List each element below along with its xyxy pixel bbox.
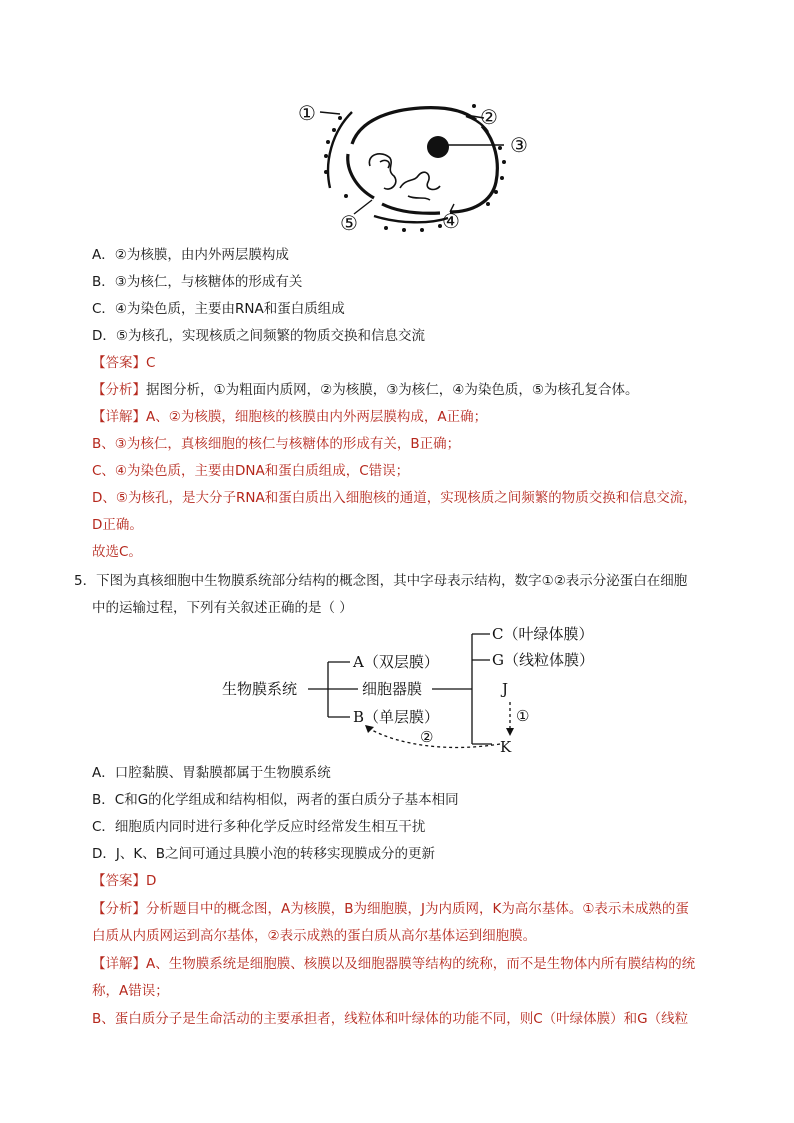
q4-option-d: D．⑤为核孔，实现核质之间频繁的物质交换和信息交流 (92, 328, 425, 344)
diagram-step-2: ② (420, 728, 434, 746)
q5-option-b: B．C和G的化学组成和结构相似，两者的蛋白质分子基本相同 (92, 792, 459, 808)
q4-analysis (92, 380, 639, 400)
q4-detail-line: D、⑤为核孔，是大分子RNA和蛋白质出入细胞核的通道，实现核质之间频繁的物质交换和信息交流， (92, 490, 697, 506)
q5-answer (92, 871, 156, 891)
q5-stem-cont: 中的运输过程，下列有关叙述正确的是（ ） (92, 600, 353, 616)
q5-option-d: D．J、K、B之间可通过具膜小泡的转移实现膜成分的更新 (92, 846, 435, 862)
q5-detail-line: B、蛋白质分子是生命活动的主要承担者，线粒体和叶绿体的功能不同，则C（叶绿体膜）和G（线粒 (92, 1011, 689, 1027)
detail-tag: 【详解】 (92, 956, 146, 972)
label-4: ④ (442, 209, 460, 233)
answer-text: D (146, 873, 157, 889)
q4-conclusion: 故选C。 (92, 544, 142, 560)
label-5: ⑤ (340, 211, 358, 235)
q5-detail-line: 称，A错误； (92, 983, 169, 999)
detail-tag: 【详解】 (92, 409, 146, 425)
diagram-mid: 细胞器膜 (362, 680, 423, 698)
diagram-g: G（线粒体膜） (492, 651, 594, 669)
answer-tag: 【答案】 (92, 873, 146, 889)
q5-analysis-line: 白质从内质网运到高尔基体，②表示成熟的蛋白质从高尔基体运到细胞膜。 (92, 928, 537, 944)
concept-diagram (210, 624, 610, 756)
q4-detail-line: C、④为染色质，主要由DNA和蛋白质组成，C错误； (92, 463, 410, 479)
label-1: ① (298, 101, 316, 125)
detail-line: A、生物膜系统是细胞膜、核膜以及细胞器膜等结构的统称，而不是生物体内所有膜结构的统 (146, 956, 696, 972)
q4-detail-line: B、③为核仁，真核细胞的核仁与核糖体的形成有关，B正确； (92, 436, 461, 452)
diagram-c: C（叶绿体膜） (492, 625, 594, 643)
diagram-j: J (502, 680, 509, 698)
diagram-root: 生物膜系统 (222, 680, 298, 698)
nucleolus (427, 136, 449, 158)
q5-detail (92, 954, 695, 974)
diagram-a: A（双层膜） (353, 653, 439, 671)
diagram-b: B（单层膜） (353, 708, 440, 726)
q5-analysis (92, 899, 689, 919)
analysis-tag: 【分析】 (92, 901, 146, 917)
q4-option-a: A．②为核膜，由内外两层膜构成 (92, 247, 289, 263)
q4-detail (92, 407, 487, 427)
nucleus-figure (290, 92, 540, 240)
q5-option-c: C．细胞质内同时进行多种化学反应时经常发生相互干扰 (92, 819, 426, 835)
q4-answer (92, 353, 155, 373)
q5-stem: 5．下图为真核细胞中生物膜系统部分结构的概念图，其中字母表示结构，数字①②表示分泌蛋白在细胞 (74, 573, 688, 589)
analysis-tag: 【分析】 (92, 382, 146, 398)
label-3: ③ (510, 133, 528, 157)
detail-line: A、②为核膜，细胞核的核膜由内外两层膜构成，A正确； (146, 409, 488, 425)
q5-option-a: A．口腔黏膜、胃黏膜都属于生物膜系统 (92, 765, 331, 781)
diagram-step-1: ① (516, 707, 530, 725)
q4-option-c: C．④为染色质，主要由RNA和蛋白质组成 (92, 301, 345, 317)
q4-detail-line: D正确。 (92, 517, 143, 533)
q4-option-b: B．③为核仁，与核糖体的形成有关 (92, 274, 303, 290)
answer-text: C (146, 355, 156, 371)
label-2: ② (480, 105, 498, 129)
answer-tag: 【答案】 (92, 355, 146, 371)
analysis-text: 分析题目中的概念图，A为核膜，B为细胞膜，J为内质网，K为高尔基体。①表示未成熟的蛋 (146, 901, 689, 917)
diagram-k: K (500, 738, 512, 756)
analysis-text: 据图分析，①为粗面内质网，②为核膜，③为核仁，④为染色质，⑤为核孔复合体。 (146, 382, 639, 398)
